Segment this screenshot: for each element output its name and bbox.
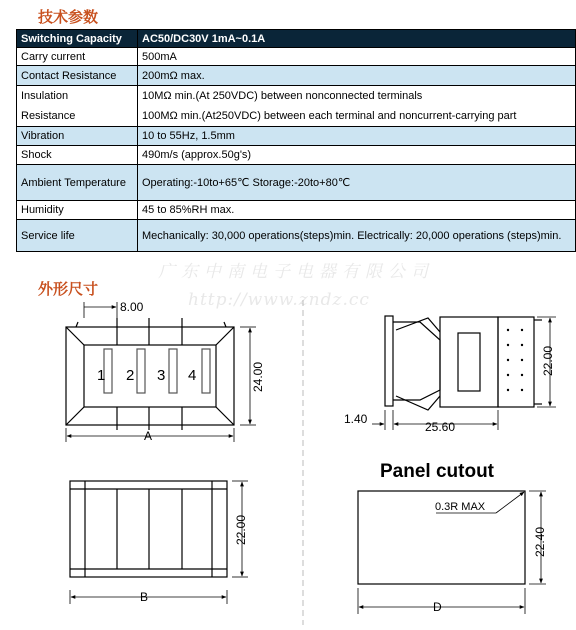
- watermark-url: http://www.zndz.cc: [188, 290, 370, 310]
- dims-heading: 外形尺寸: [38, 280, 99, 298]
- panel-width-label: D: [433, 600, 442, 614]
- spec-key: Ambient Temperature: [17, 165, 138, 201]
- side-dimensions: [372, 317, 556, 430]
- spec-key: Vibration: [17, 127, 138, 146]
- position-label: 4: [188, 367, 197, 384]
- spec-value: 100MΩ min.(At250VDC) between each terminal and noncurrent-carrying part: [142, 110, 517, 122]
- spec-key: Switching Capacity: [17, 30, 138, 48]
- spec-value: 10 to 55Hz, 1.5mm: [138, 127, 576, 146]
- bottom-height-dimension: 22.00: [234, 514, 248, 545]
- spec-key: Insulation: [21, 90, 69, 102]
- spec-heading: 技术参数: [38, 8, 99, 26]
- spec-value: 490m/s (approx.50g's): [138, 146, 576, 165]
- spec-key: Service life: [17, 220, 138, 252]
- spec-key: Humidity: [17, 201, 138, 220]
- radius-note: 0.3R MAX: [435, 501, 486, 513]
- spec-key: Contact Resistance: [17, 66, 138, 86]
- pitch-dimension: 8.00: [120, 300, 144, 314]
- bottom-view-drawing: [70, 481, 227, 577]
- watermark-company: 广东中南电子电器有限公司: [158, 262, 434, 282]
- bottom-dimensions: [70, 481, 248, 604]
- bottom-width-label: B: [140, 590, 149, 604]
- front-view-drawing: [66, 318, 234, 430]
- spec-value: 45 to 85%RH max.: [138, 201, 576, 220]
- side-terminal-dots: [507, 329, 523, 391]
- spec-value: Mechanically: 30,000 operations(steps)min. Electrically: 20,000 operations (steps)min.: [138, 220, 576, 252]
- spec-value: 500mA: [138, 48, 576, 66]
- front-height-dimension: 24.00: [251, 361, 265, 392]
- spec-value: AC50/DC30V 1mA~0.1A: [138, 30, 576, 48]
- spec-value: 10MΩ min.(At 250VDC) between nonconnected terminals: [142, 90, 423, 102]
- depth-dimension: 25.60: [425, 420, 456, 434]
- spec-value: Operating:-10to+65℃ Storage:-20to+80℃: [138, 165, 576, 201]
- spec-key: Shock: [17, 146, 138, 165]
- position-label: 3: [157, 367, 166, 384]
- flange-dimension: 1.40: [344, 412, 368, 426]
- side-view-drawing: [385, 316, 542, 410]
- spec-key: Carry current: [17, 48, 138, 66]
- panel-cutout-title: Panel cutout: [380, 461, 495, 482]
- front-width-label: A: [144, 429, 153, 443]
- spec-value: 200mΩ max.: [138, 66, 576, 86]
- side-height-dimension: 22.00: [541, 345, 555, 376]
- spec-key: Resistance: [21, 110, 76, 122]
- position-label: 1: [97, 367, 106, 384]
- panel-height-dimension: 22.40: [533, 526, 547, 557]
- position-label: 2: [126, 367, 135, 384]
